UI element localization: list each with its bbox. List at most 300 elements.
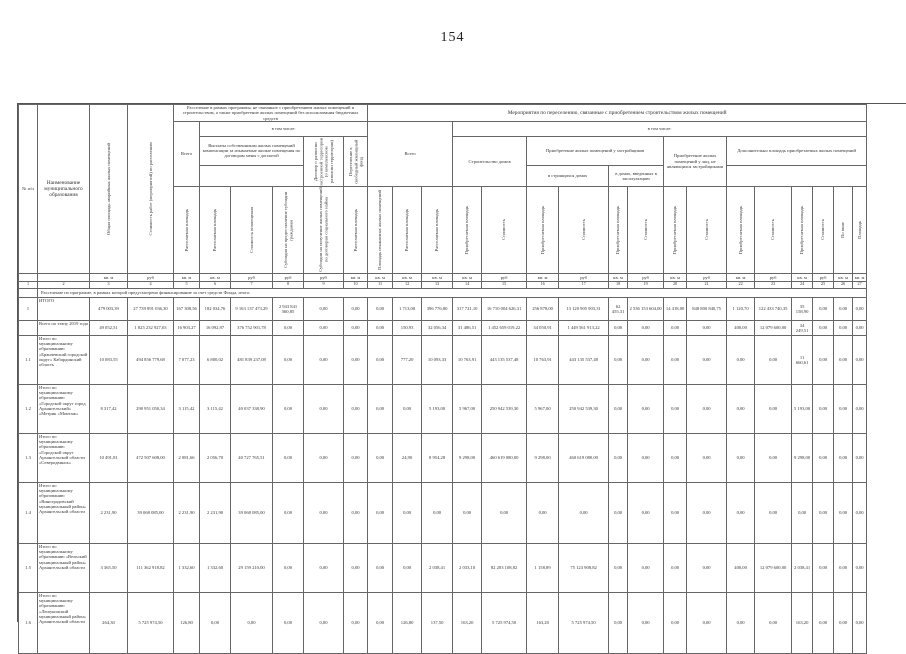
table-cell: 0,00 [853,320,867,335]
header-index: № п/п [19,105,38,274]
table-cell: 2 033,10 [453,543,482,592]
table-cell: 2 536 153 604,00 [628,297,664,320]
table-cell: 11 660,61 [792,335,813,384]
col-number: 24 [792,281,813,288]
header-freed-blank [200,165,304,186]
col-number: 4 [128,281,174,288]
table-cell: 0,00 [343,297,367,320]
unit-cell: руб [231,273,273,281]
section-caption-index [19,288,38,297]
table-cell: 0,00 [304,543,344,592]
unit-cell: руб [755,273,792,281]
table-cell: 0,00 [664,320,687,335]
table-cell: 0,00 [628,320,664,335]
unit-cell: руб [304,273,344,281]
col-title: По вине [834,186,853,273]
table-cell: 0,00 [834,297,853,320]
col-title: Приобретаемая площадь [792,186,813,273]
header-incl-2: в том числе: [453,121,867,136]
row-index: 1.4 [19,482,38,543]
table-cell: 39 068 085,00 [231,482,273,543]
table-cell: 2 056,70 [200,433,231,482]
col-number: 8 [273,281,304,288]
table-cell: 137,50 [422,592,453,653]
table-cell: 0,00 [687,384,727,433]
table-cell: 34 249,51 [792,320,813,335]
table-cell: 2 038,41 [792,543,813,592]
col-number: 25 [813,281,834,288]
header-buy: Приобретение жилых помещений у застройщиков [527,136,664,165]
table-cell: 0,00 [755,433,792,482]
table-cell: 2 943 841 360,85 [273,297,304,320]
table-row [19,335,867,384]
table-cell: 494 856 779,68 [128,335,174,384]
table-cell: 0,00 [368,320,393,335]
table-cell: 0,00 [853,335,867,384]
table-cell: 0,00 [853,297,867,320]
table-cell: 0,00 [609,320,628,335]
table-row [19,320,867,335]
table-cell: 0,00 [664,384,687,433]
table-cell: 163,20 [527,592,559,653]
table-cell: 3 115,42 [200,384,231,433]
table-cell: 0,00 [687,592,727,653]
table-cell: 0,00 [343,384,367,433]
table-cell: 12 079 600,00 [755,543,792,592]
table-cell: 0,00 [853,543,867,592]
table-cell: 8 317,42 [90,384,128,433]
table-cell: 0,00 [628,335,664,384]
table-cell: 1 120,70 [727,297,755,320]
table-cell: 35 158,90 [792,297,813,320]
col-title: Приобретаемая площадь [609,186,628,273]
row-name: Всего по этапу 2019 года [38,320,90,335]
table-row [19,543,867,592]
col-number: 10 [343,281,367,288]
table-cell: 396 776,80 [422,297,453,320]
table-row [19,592,867,653]
table-cell: 9 163 137 473,29 [231,297,273,320]
col-number: 2 [38,281,90,288]
row-name: ИТОГО [38,297,90,320]
table-cell: 0,00 [813,543,834,592]
table-cell: 0,00 [834,335,853,384]
table-cell: 0,00 [273,592,304,653]
table-cell: 5 725 974,50 [482,592,527,653]
table-cell: 0,00 [231,592,273,653]
table-cell: 0,00 [853,384,867,433]
header-buy-finished: в домах, введенных в эксплуатацию [609,165,664,186]
table-cell: 0,00 [343,543,367,592]
unit-cell: руб [687,273,727,281]
table-cell: 2 038,41 [422,543,453,592]
row-index: 1.5 [19,543,38,592]
col-title: Субсидия на предоставление субсидии гражданам [273,186,304,273]
table-cell: 0,00 [834,592,853,653]
table-cell: 2 231,90 [90,482,128,543]
row-name: Итого по муниципальному образованию «Лешуконский муниципальный район» Архангельской области [38,592,90,653]
table-cell: 0,00 [343,320,367,335]
table-cell: 0,00 [368,335,393,384]
table-cell: 0,00 [628,592,664,653]
row-name: Итого по муниципальному образованию «Городской округ Архангельской области «Северодвинск» [38,433,90,482]
table-cell: 182 034,76 [200,297,231,320]
col-title: Расселяемая площадь [422,186,453,273]
unit-cell: руб [273,273,304,281]
col-number: 14 [453,281,482,288]
row-name: Итого по муниципальному образованию «Бранчевский городской округ» Кабардинский область [38,335,90,384]
table-cell: 0,00 [368,592,393,653]
header-build: Строительство домов [453,136,527,186]
col-title: Стоимость [755,186,792,273]
table-cell: 75 123 908,82 [559,543,609,592]
unit-cell: руб [128,273,174,281]
table-cell: 0,00 [853,433,867,482]
table-row [19,384,867,433]
unit-cell: кв. м [834,273,853,281]
table-cell: 167 308,56 [174,297,200,320]
col-title: Расселяемая площадь [174,186,200,273]
table-cell: 49 052,51 [90,320,128,335]
table-cell: 0,00 [273,320,304,335]
col-title: Субсидии на получение жилых помещений по договорам социального найма [304,186,344,273]
header-development: Договор о развитии застроенной территории (о комплексном развитии территории) [304,136,344,186]
table-cell: 0,00 [792,482,813,543]
table-cell: 0,00 [393,384,422,433]
unit-cell: кв. м [792,273,813,281]
table-cell: 0,00 [343,433,367,482]
table-cell: 400,00 [727,543,755,592]
table-cell: 0,00 [755,592,792,653]
table-cell: 2 231,90 [174,482,200,543]
table-cell: 0,00 [727,592,755,653]
col-title: Стоимость [559,186,609,273]
table-cell: 39 068 085,00 [128,482,174,543]
row-index: 1.2 [19,384,38,433]
unit-cell: кв. м [664,273,687,281]
table-cell: 10 491,81 [90,433,128,482]
table-cell: 0,00 [304,592,344,653]
col-title: Приобретаемая площадь [527,186,559,273]
table-cell: 0,00 [609,335,628,384]
unit-cell: кв. м [393,273,422,281]
table-cell: 0,00 [422,482,453,543]
header-freed: Выплаты собственникам жилых помещений компенсации за изымаемые жилые помещения по договорам мены с доплатой [200,136,304,165]
table-row [19,433,867,482]
table-cell: 2 081,66 [174,433,200,482]
col-number: 16 [527,281,559,288]
table-cell: 32 056,34 [422,320,453,335]
table-cell: 777,20 [393,335,422,384]
table-cell: 5 193,00 [422,384,453,433]
col-title: Приобретаемая площадь [664,186,687,273]
table-cell: 0,00 [664,543,687,592]
table-cell: 16 903,27 [174,320,200,335]
unit-cell [38,273,90,281]
col-number: 6 [200,281,231,288]
col-number: 5 [174,281,200,288]
col-number: 7 [231,281,273,288]
table-cell: 0,00 [628,384,664,433]
unit-cell [19,273,38,281]
unit-cell: кв. м [727,273,755,281]
table-cell: 0,00 [368,433,393,482]
table-cell: 16 092,97 [200,320,231,335]
table-cell: 1 452 659 019,22 [482,320,527,335]
unit-cell: руб [559,273,609,281]
row-index [19,320,38,335]
table-cell: 0,00 [727,433,755,482]
table-row [19,482,867,543]
row-index: I [19,297,38,320]
header-buy-nondev: Приобретение жилых помещений у лиц, не являющихся застройщиками [664,136,727,186]
table-cell: 29 159 210,00 [231,543,273,592]
table-cell: 2 231,90 [200,482,231,543]
table-cell: 0,00 [853,592,867,653]
table-cell: 0,00 [273,384,304,433]
program-table [18,104,867,654]
header-free-fund: Переселение в свободный жилищный фонд [343,136,367,186]
col-title: Стоимость [628,186,664,273]
table-cell: 0,00 [813,482,834,543]
table-cell: 5 725 974,50 [128,592,174,653]
table-cell: 256 878,00 [527,297,559,320]
table-cell: 40 037 338,90 [231,384,273,433]
col-title: Стоимость [813,186,834,273]
col-number: 22 [727,281,755,288]
table-cell: 0,00 [813,297,834,320]
table-cell: 479 003,39 [90,297,128,320]
table-cell: 0,00 [304,384,344,433]
row-index: 1.6 [19,592,38,653]
col-number: 21 [687,281,727,288]
col-number: 23 [755,281,792,288]
table-cell: 0,00 [609,433,628,482]
table-cell: 0,00 [687,543,727,592]
table-cell: 0,00 [727,335,755,384]
table-cell: 0,00 [628,482,664,543]
col-number: 27 [853,281,867,288]
table-cell: 0,00 [527,482,559,543]
col-title: Стоимость [687,186,727,273]
table-cell: 317 721,10 [453,297,482,320]
data-rows [19,297,867,653]
table-cell: 443 135 537,48 [559,335,609,384]
table-cell: 0,00 [687,433,727,482]
table-cell: 9 298,00 [453,433,482,482]
unit-cell: кв. м [453,273,482,281]
table-cell: 0,00 [273,482,304,543]
unit-cell: кв. м [853,273,867,281]
table-cell: 24,90 [393,433,422,482]
table-cell: 1 332,60 [200,543,231,592]
table-cell: 0,00 [813,433,834,482]
unit-cell: руб [482,273,527,281]
table-cell: 122 433 740,35 [755,297,792,320]
section-caption-row [19,288,867,297]
col-number: 15 [482,281,527,288]
table-cell: 0,00 [834,543,853,592]
table-cell: 62 455,31 [609,297,628,320]
table-cell: 1 825 232 927,03 [128,320,174,335]
col-title: Стоимость возмещения [231,186,273,273]
table-cell: 1 332,60 [174,543,200,592]
unit-cell: кв. м [343,273,367,281]
unit-cell: кв. м [368,273,393,281]
table-cell: 443 135 537,48 [482,335,527,384]
col-title: Площадь [853,186,867,273]
table-cell: 250 942 539,30 [559,384,609,433]
table-cell: 460 619 080,00 [482,433,527,482]
col-number: 17 [559,281,609,288]
table-cell: 8 954,28 [422,433,453,482]
table-row [19,297,867,320]
row-name: Итого по муниципальному образованию «Вельский муниципальный район» Архангельской области [38,543,90,592]
table-cell: 31 486,51 [453,320,482,335]
table-cell: 0,00 [628,433,664,482]
table-cell: 0,00 [304,433,344,482]
col-title: Приобретаемая площадь [453,186,482,273]
unit-cell: кв. м [609,273,628,281]
table-cell: 0,00 [609,482,628,543]
program-table-sheet [17,103,906,626]
table-cell: 0,00 [368,384,393,433]
table-cell: 0,00 [664,592,687,653]
row-index: 1.1 [19,335,38,384]
row-index: 1.3 [19,433,38,482]
table-cell: 0,00 [755,335,792,384]
unit-cell: кв. м [527,273,559,281]
col-title: Стоимость [482,186,527,273]
table-cell: 264,30 [90,592,128,653]
table-cell: 481 839 237,08 [231,335,273,384]
unit-cell: кв. м [90,273,128,281]
table-cell: 0,00 [664,335,687,384]
header-name: Наименование муниципального образования [38,105,90,274]
table-cell: 5 967,00 [527,384,559,433]
table-cell: 0,00 [687,320,727,335]
table-cell: 0,00 [609,543,628,592]
table-cell: 13 120 905 903,31 [559,297,609,320]
row-name: Итого по муниципальному образованию «Виноградовский муниципальный район» Архангельской области [38,482,90,543]
table-cell: 0,00 [813,384,834,433]
table-cell: 10 093,33 [422,335,453,384]
section-caption: Расселение по программе, в рамках которой предусмотрено финансирование за счет средств Фонда, итого: [38,288,867,297]
table-cell: 0,00 [200,592,231,653]
header-extra-blank [727,165,867,186]
unit-cell: кв. м [422,273,453,281]
table-cell: 0,00 [368,482,393,543]
table-cell: 0,00 [559,482,609,543]
table-cell: 0,00 [304,297,344,320]
table-cell: 0,00 [393,543,422,592]
table-cell: 10 083,55 [90,335,128,384]
table-cell: 5 193,00 [792,384,813,433]
table-cell: 126,80 [174,592,200,653]
table-cell: 472 507 608,00 [128,433,174,482]
table-cell: 10 763,91 [527,335,559,384]
table-cell: 0,00 [853,482,867,543]
table-cell: 6 800,02 [200,335,231,384]
table-cell: 0,00 [664,433,687,482]
table-cell: 0,00 [687,335,727,384]
header-vsego: Всего [174,121,200,186]
table-cell: 7 077,23 [174,335,200,384]
page-number: 154 [440,30,465,45]
col-title: Расселяемая площадь [343,186,367,273]
table-cell: 5 725 974,50 [559,592,609,653]
column-number-row [19,281,867,288]
table-cell: 163,20 [792,592,813,653]
col-number: 11 [368,281,393,288]
table-cell: 0,00 [273,335,304,384]
table-cell: 16 710 004 626,31 [482,297,527,320]
table-cell: 0,00 [304,320,344,335]
table-cell: 0,00 [628,543,664,592]
header-buy-building: в строящихся домах [527,165,609,186]
header-group-acquire: Расселение в рамках программы, не связанное с приобретением жилых помещений и строительством, а также приобретение жилых помещений без использования бюджетных средств [174,105,368,122]
unit-cell: кв. м [174,273,200,281]
unit-cell: руб [813,273,834,281]
table-cell: 290 951 050,34 [128,384,174,433]
table-cell: 0,00 [834,482,853,543]
table-cell: 0,00 [343,482,367,543]
table-cell: 1 158,89 [527,543,559,592]
col-title: Расселяемая площадь [200,186,231,273]
table-cell: 0,00 [727,384,755,433]
table-cell: 0,00 [343,592,367,653]
col-number: 1 [19,281,38,288]
header-vsego-2: Всего [368,121,453,186]
table-cell: 3 365,50 [90,543,128,592]
col-number: 13 [422,281,453,288]
table-cell: 0,00 [482,482,527,543]
col-title: Площадь изымаемых жилых помещений [368,186,393,273]
table-cell: 0,00 [304,335,344,384]
table-cell: 40 727 765,51 [231,433,273,482]
table-cell: 0,00 [755,482,792,543]
table-cell: 0,00 [813,592,834,653]
table-cell: 0,00 [273,543,304,592]
table-cell: 0,00 [393,482,422,543]
table-cell: 9 298,00 [527,433,559,482]
table-cell: 9 298,00 [792,433,813,482]
table-cell: 10 763,91 [453,335,482,384]
table-cell: 0,00 [664,482,687,543]
table-cell: 126,80 [393,592,422,653]
table-cell: 3 115,42 [174,384,200,433]
table-cell: 5 967,00 [453,384,482,433]
header-area-total: Общая площадь аварийных жилых помещений [90,105,128,274]
row-name: Итого по муниципальному образованию «Городской округ город Архангельский» «Метрик «Монтаж» [38,384,90,433]
table-cell: 0,00 [727,482,755,543]
table-cell: 0,00 [304,482,344,543]
col-number: 3 [90,281,128,288]
header-incl: в том числе: [200,121,368,136]
col-number: 18 [609,281,628,288]
table-cell: 0,00 [453,482,482,543]
table-cell: 150,93 [393,320,422,335]
col-title: Расселяемая площадь [393,186,422,273]
col-number: 26 [834,281,853,288]
header-cost-total: Стоимость работ (мероприятий) по расселению [128,105,174,274]
table-cell: 111 362 918,82 [128,543,174,592]
table-cell: 1 713,00 [393,297,422,320]
units-row [19,273,867,281]
table-cell: 0,00 [834,433,853,482]
table-cell: 27 739 891 036,30 [128,297,174,320]
table-cell: 82 203 108,82 [482,543,527,592]
